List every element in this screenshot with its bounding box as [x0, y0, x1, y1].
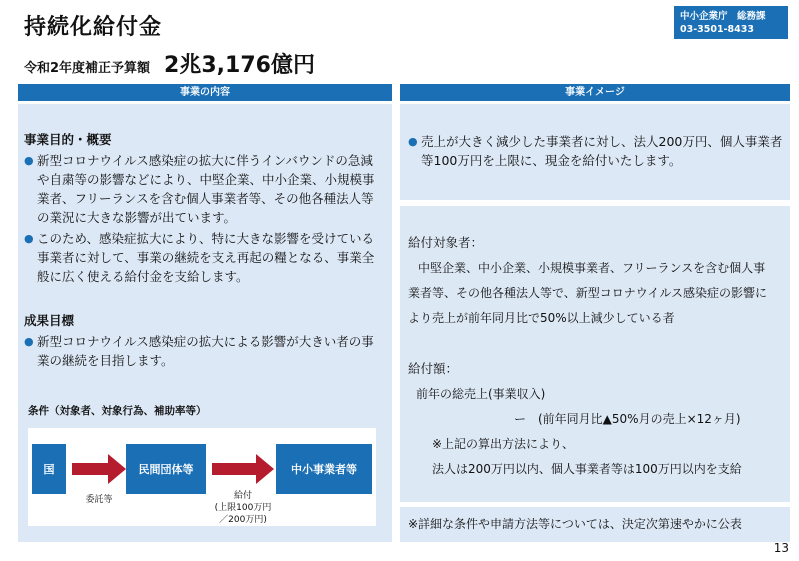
target-line: 業者等、その他各種法人等で、新型コロナウイルス感染症の影響に: [408, 286, 768, 300]
list-item: ● このため、感染症拡大により、特に大きな影響を受けている事業者に対して、事業の継続を支え再起の糧となる、事業全般に広く使える給付金を支給します。: [24, 229, 384, 286]
condition-label: 条件（対象者、対象行為、補助率等）: [28, 405, 207, 417]
amount-body: [408, 382, 788, 482]
list-item: ● 新型コロナウイルス感染症の拡大による影響が大きい者の事業の継続を目指します。: [24, 332, 384, 370]
goal-title: 成果目標: [24, 313, 75, 328]
page-title: 持続化給付金: [24, 15, 163, 40]
goal-list: [24, 332, 384, 372]
contact-phone: 03-3501-8433: [680, 24, 754, 35]
amount-line: 前年の総売上(事業収入): [416, 387, 546, 401]
budget-amount: 2兆3,176億円: [164, 53, 315, 78]
summary-list: [408, 132, 784, 172]
arrow-icon: [212, 452, 274, 486]
purpose-list: [24, 151, 384, 288]
flow-box-private-org: 民間団体等: [126, 444, 206, 494]
amount-title: 給付額：: [408, 361, 459, 376]
target-line: より売上が前年同月比で50%以上減少している者: [408, 311, 675, 325]
contact-department: 中小企業庁 総務課: [680, 11, 766, 22]
budget-label: 令和2年度補正予算額: [24, 61, 151, 76]
list-item: ● 売上が大きく減少した事業者に対し、法人200万円、個人事業者等100万円を上限に、現金を給付いたします。: [408, 132, 784, 170]
purpose-title: 事業目的・概要: [24, 132, 112, 147]
footer-note: ※詳細な条件や申請方法等については、決定次第速やかに公表: [408, 517, 742, 531]
arrow-label-grant: [200, 490, 286, 526]
flow-box-sme: 中小事業者等: [276, 444, 372, 494]
contact-box: [674, 6, 788, 39]
left-panel-heading: 事業の内容: [18, 84, 392, 101]
grant-line: (上限100万円: [214, 503, 272, 513]
flow-box-government: 国: [32, 444, 66, 494]
arrow-label-consignment: 委託等: [85, 495, 113, 505]
target-title: 給付対象者：: [408, 235, 484, 250]
page-number: 13: [773, 541, 789, 555]
list-item: ● 新型コロナウイルス感染症の拡大に伴うインバウンドの急減や自粛等の影響などにより、中堅企業、中小企業、小規模事業者、フリーランスを含む個人事業者等、その他各種法人等の業況に大きな影響が出ています。: [24, 151, 384, 227]
right-panel-heading: 事業イメージ: [400, 84, 790, 101]
amount-line: 法人は200万円以内、個人事業者等は100万円以内を支給: [432, 462, 742, 476]
budget-row: [24, 48, 315, 79]
flow-diagram: [28, 428, 376, 526]
grant-line: 給付: [233, 491, 252, 501]
target-line: 中堅企業、中小企業、小規模事業者、フリーランスを含む個人事: [418, 261, 766, 275]
target-body: [408, 256, 786, 331]
amount-line: ー (前年同月比▲50%月の売上×12ヶ月): [514, 412, 741, 426]
amount-line: ※上記の算出方法により、: [432, 437, 575, 451]
arrow-icon: [72, 452, 126, 486]
grant-line: ／200万円): [219, 515, 267, 525]
